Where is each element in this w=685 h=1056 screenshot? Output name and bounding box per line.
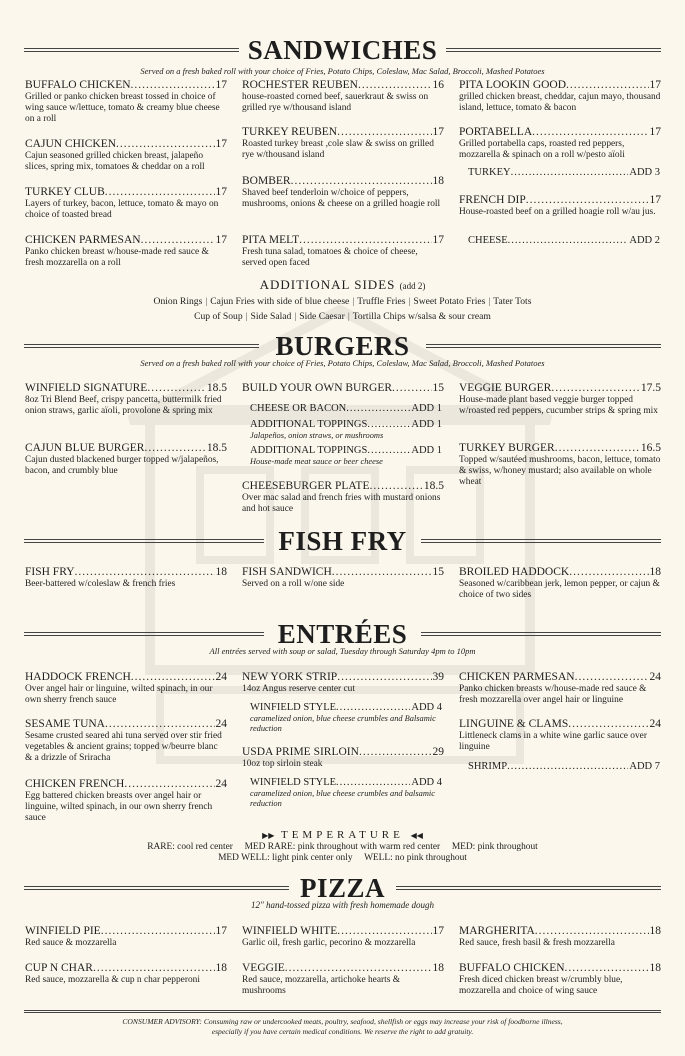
fish-fry-header [24,525,661,559]
pizza-subtitle: 12" hand-tossed pizza with fresh homemade dough [251,900,434,910]
menu-item: CHEESEBURGER PLATE ..... 18.5 Over mac salad and french fries with mustard onions and hot sauce [242,480,444,515]
burgers-subtitle: Served on a fresh baked roll with your choice of Fries, Potato Chips, Coleslaw, Mac Salad, Broccoli, Mashed Potatoes [140,358,545,368]
menu-item: BUFFALO CHICKEN ..... 18 Fresh diced chicken breast w/crumbly blue, mozzarella and choice of wing sauce [459,962,661,997]
addon-item: ADDITIONAL TOPPINGS ..... ADD 1 House-made meat sauce or beer cheese [250,444,442,467]
menu-item: PITA LOOKIN GOOD ..... 17 grilled chicken breast, cheddar, cajun mayo, thousand island, lettuce, tomato & bacon [459,79,661,114]
addon-item: SHRIMP ..... ADD 7 [468,760,660,773]
menu-item: SESAME TUNA ..... 24 Sesame crusted seared ahi tuna served over stir fried vegetables & ancient grains; topped w/beurre blanc & a drizzle of Sriracha [25,718,227,765]
burgers-title: BURGERS [275,331,410,361]
menu-item: NEW YORK STRIP ..... 39 14oz Angus reserve center cut [242,671,444,695]
menu-item: CHICKEN PARMESAN ..... 24 Panko chicken breasts w/house-made red sauce & fresh mozzarella over angel hair or linguine [459,671,661,706]
menu-item: USDA PRIME SIRLOIN ..... 29 10oz top sirloin steak [242,746,444,770]
additional-sides-title: ADDITIONAL SIDES (add 2) [259,277,426,292]
menu-item: WINFIELD WHITE ..... 17 Garlic oil, fresh garlic, pecorino & mozzarella [242,925,444,949]
menu-item: CHICKEN PARMESAN ..... 17 Panko chicken breast w/house-made red sauce & fresh mozzarella on a roll [25,234,227,269]
menu-item: CUP N CHAR ..... 18 Red sauce, mozzarella & cup n char pepperoni [25,962,227,986]
menu-item: FISH SANDWICH ..... 15 Served on a roll w/one side [242,566,444,590]
pizza-title: PIZZA [299,873,386,903]
entrees-title: ENTRÉES [277,619,408,649]
addon-item: WINFIELD STYLE ..... ADD 4 caramelized onion, blue cheese crumbles and balsamic reduction [250,776,442,809]
addon-item: CHEESE ..... ADD 2 [468,234,660,247]
consumer-advisory: CONSUMER ADVISORY: Consuming raw or undercooked meats, poultry, seafood, shellfish or eggs may increase your risk of foodborne illness, especially if you have certain medical conditions. We reserve the right to add gratuity. [122,1017,563,1036]
menu-item: VEGGIE ..... 18 Red sauce, mozzarella, artichoke hearts & mushrooms [242,962,444,997]
menu-item: PITA MELT ..... 17 Fresh tuna salad, tomatoes & choice of cheese, served open faced [242,234,444,269]
menu-item: CAJUN CHICKEN ..... 17 Cajun seasoned grilled chicken breast, jalapeño slices, spring mix, tomatoes & cheddar on a roll [25,138,227,173]
fish-fry-title: FISH FRY [278,526,407,556]
menu-item: BUILD YOUR OWN BURGER ..... 15 [242,382,444,395]
menu-item: WINFIELD PIE ..... 17 Red sauce & mozzarella [25,925,227,949]
menu-item: TURKEY REUBEN ..... 17 Roasted turkey breast ,cole slaw & swiss on grilled rye w/thousand island [242,126,444,161]
menu-item: BROILED HADDOCK ..... 18 Seasoned w/caribbean jerk, lemon pepper, or cajun & choice of two sides [459,566,661,601]
menu-item: CHICKEN FRENCH ..... 24 Egg battered chicken breasts over angel hair or linguine, wilted spinach, in our own sherry french sauce [25,778,227,825]
menu-item: VEGGIE BURGER ..... 17.5 House-made plant based veggie burger topped w/roasted red peppers, cucumber strips & spring mix [459,382,661,417]
temperature-row-2: MED WELL: light pink center only WELL: no pink throughout [218,853,467,863]
arrow-left-icon: ◀◀ [410,831,423,840]
temperature-title: ▶▶ TEMPERATURE ◀◀ [262,829,423,841]
menu-item: PORTABELLA ..... 17 Grilled portabella caps, roasted red peppers, mozzarella & spinach on a roll w/pesto aïoli [459,126,661,161]
sandwiches-header [24,34,661,68]
footer-divider [24,1010,661,1013]
addon-item: CHEESE OR BACON ..... ADD 1 [250,402,442,415]
menu-item: TURKEY CLUB ..... 17 Layers of turkey, bacon, lettuce, tomato & mayo on choice of toasted bread [25,186,227,221]
menu-item: CAJUN BLUE BURGER ..... 18.5 Cajun dusted blackened burger topped w/jalapeños, bacon, and crumbly blue [25,442,227,477]
menu-item: FRENCH DIP ..... 17 House-roasted beef on a grilled hoagie roll w/au jus. [459,194,661,218]
addon-item: WINFIELD STYLE ..... ADD 4 caramelized onion, blue cheese crumbles and Balsamic reduction [250,701,442,734]
menu-item: HADDOCK FRENCH ..... 24 Over angel hair or linguine, wilted spinach, in our own sherry french sauce [25,671,227,706]
addon-item: TURKEY ..... ADD 3 [468,166,660,179]
addon-item: ADDITIONAL TOPPINGS ..... ADD 1 Jalapeños, onion straws, or mushrooms [250,418,442,441]
menu-item: WINFIELD SIGNATURE ..... 18.5 8oz Tri Blend Beef, crispy pancetta, buttermilk fried onion straws, garlic aïoli, provolone & spring mix [25,382,227,417]
menu-item: ROCHESTER REUBEN ..... 16 house-roasted corned beef, sauerkraut & swiss on grilled rye w/thousand island [242,79,444,114]
menu-item: BOMBER ..... 18 Shaved beef tenderloin w/choice of peppers, mushrooms, onions & cheese on a grilled hoagie roll [242,175,444,210]
menu-item: FISH FRY ..... 18 Beer-battered w/coleslaw & french fries [25,566,227,590]
temperature-row-1: RARE: cool red center MED RARE: pink throughout with warm red center MED: pink throughout [147,842,538,852]
sandwiches-subtitle: Served on a fresh baked roll with your choice of Fries, Potato Chips, Coleslaw, Mac Salad, Broccoli, Mashed Potatoes [140,66,545,76]
sandwiches-title: SANDWICHES [247,35,438,65]
menu-item: TURKEY BURGER ..... 16.5 Topped w/sautéed mushrooms, bacon, lettuce, tomato & swiss, w/honey mustard; also available on whole wheat [459,442,661,489]
entrees-subtitle: All entrées served with soup or salad, Tuesday through Saturday 4pm to 10pm [209,646,476,656]
sides-row-2: Cup of Soup | Side Salad | Side Caesar | Tortilla Chips w/salsa & sour cream [194,311,491,322]
sides-row-1: Onion Rings | Cajun Fries with side of blue cheese | Truffle Fries | Sweet Potato Fries | Tater Tots [153,296,532,307]
menu-item: MARGHERITA ..... 18 Red sauce, fresh basil & fresh mozzarella [459,925,661,949]
menu-item: BUFFALO CHICKEN ..... 17 Grilled or panko chicken breast tossed in choice of wing sauce w/lettuce, tomato & creamy blue cheese on a roll [25,79,227,126]
menu-item: LINGUINE & CLAMS ..... 24 Littleneck clams in a white wine garlic sauce over linguine [459,718,661,753]
arrow-right-icon: ▶▶ [262,831,275,840]
